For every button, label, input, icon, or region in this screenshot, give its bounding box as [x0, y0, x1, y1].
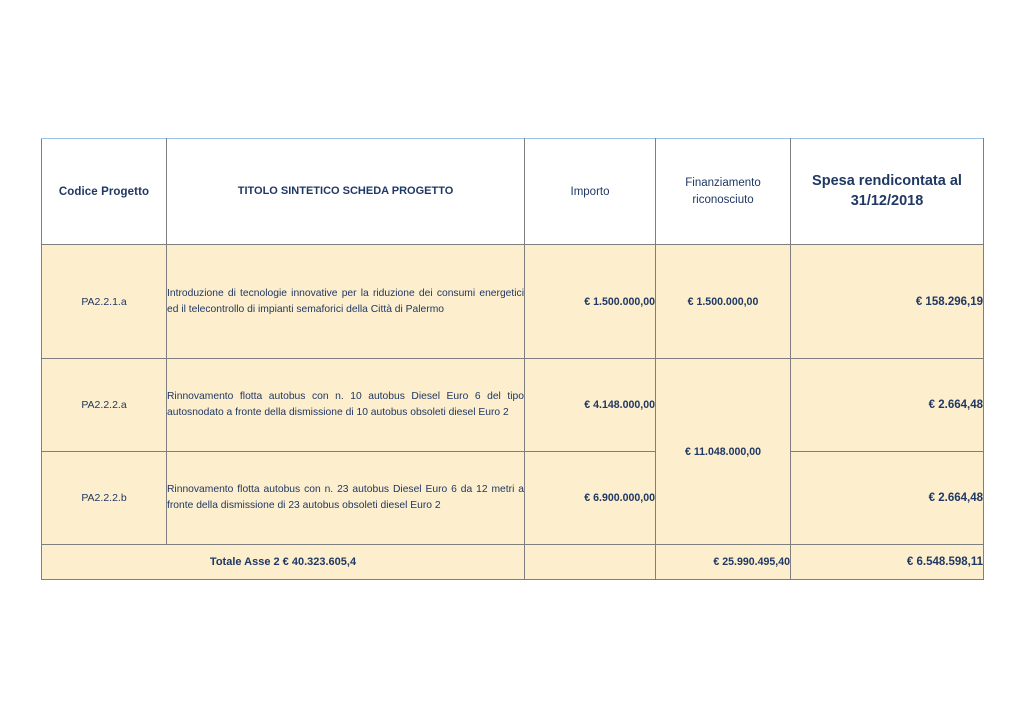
header-cell-titolo	[167, 139, 525, 245]
header-label-finanziamento-line2: riconosciuto	[692, 193, 754, 206]
header-label-spesa-line2: 31/12/2018	[850, 192, 924, 209]
header-cell-finanziamento	[656, 139, 791, 245]
cell-importo: € 6.900.000,00	[525, 452, 656, 545]
header-cell-spesa	[791, 139, 984, 245]
total-label: Totale Asse 2 € 40.323.605,4	[42, 545, 525, 580]
cell-importo: € 4.148.000,00	[525, 359, 656, 452]
header-label-titolo: TITOLO SINTETICO SCHEDA PROGETTO	[237, 185, 454, 198]
cell-codice: PA2.2.1.a	[42, 245, 167, 359]
table-row	[42, 245, 984, 359]
cell-spesa: € 2.664,48	[791, 359, 984, 452]
project-table	[41, 138, 984, 580]
cell-codice: PA2.2.2.b	[42, 452, 167, 545]
header-label-spesa-line1: Spesa rendicontata al	[812, 172, 962, 189]
header-label-finanziamento-line1: Finanziamento	[685, 176, 761, 189]
table-row	[42, 452, 984, 545]
table-header-row	[42, 139, 984, 245]
header-cell-codice	[42, 139, 167, 245]
cell-importo: € 1.500.000,00	[525, 245, 656, 359]
cell-titolo: Rinnovamento flotta autobus con n. 23 autobus Diesel Euro 6 da 12 metri a fronte della dismissione di 23 autobus obsoleti diesel Euro 2	[167, 452, 525, 545]
total-importo	[525, 545, 656, 580]
cell-finanziamento-merged: € 11.048.000,00	[656, 359, 791, 545]
header-cell-importo	[525, 139, 656, 245]
table-row	[42, 359, 984, 452]
cell-codice: PA2.2.2.a	[42, 359, 167, 452]
table-total-row	[42, 545, 984, 580]
project-table-container	[41, 138, 983, 580]
header-label-codice: Codice Progetto	[58, 185, 150, 198]
cell-titolo: Rinnovamento flotta autobus con n. 10 autobus Diesel Euro 6 del tipo autosnodato a fronte della dismissione di 10 autobus obsoleti diesel Euro 2	[167, 359, 525, 452]
cell-spesa: € 158.296,19	[791, 245, 984, 359]
cell-titolo: Introduzione di tecnologie innovative per la riduzione dei consumi energetici ed il telecontrollo di impianti semaforici della Città di Palermo	[167, 245, 525, 359]
total-finanziamento: € 25.990.495,40	[656, 545, 791, 580]
cell-finanziamento: € 1.500.000,00	[656, 245, 791, 359]
cell-spesa: € 2.664,48	[791, 452, 984, 545]
total-spesa: € 6.548.598,11	[791, 545, 984, 580]
header-label-importo: Importo	[570, 185, 610, 198]
